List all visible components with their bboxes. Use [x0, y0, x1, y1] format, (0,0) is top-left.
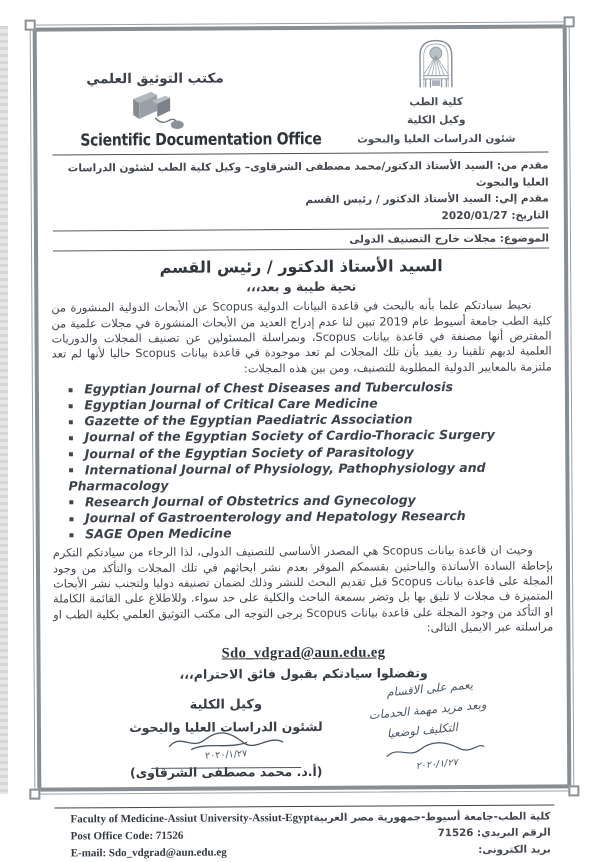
greeting-line: تحية طيبة و بعد،،،: [246, 278, 357, 295]
journal-name: SAGE Open Medicine: [85, 525, 232, 542]
meta-subject: [51, 230, 551, 250]
square-bullet-icon: ▪: [68, 417, 74, 427]
square-bullet-icon: ▪: [68, 497, 75, 507]
contact-email: [53, 640, 553, 663]
faculty-name: كلية الطب: [409, 96, 463, 109]
annotation-line: يعمم على الاقسام: [385, 676, 474, 699]
annotation-line: وبعد مزيد مهمة الحدمات: [368, 696, 487, 722]
frame-corner-ornament: [564, 16, 575, 27]
footer-en-line: E-mail: Sdo_vdgrad@aun.edu.eg: [70, 846, 227, 860]
sdo-office-logo-block: [80, 70, 322, 153]
journal-name: Gazette of the Egyptian Paediatric Association: [84, 411, 413, 429]
square-bullet-icon: ▪: [68, 465, 74, 475]
to-value: السيد الأستاذ الدكتور / رئيس القسم: [305, 192, 492, 207]
square-bullet-icon: ▪: [68, 449, 74, 459]
footer-ar-line: بريد الكترونى:: [478, 843, 551, 856]
journal-name: Journal of the Egyptian Society of Parasitology: [84, 443, 414, 461]
journal-name: Journal of Gastroenterology and Hepatology Research: [85, 508, 466, 526]
date-label: التاريخ:: [511, 209, 549, 222]
signature-date: ٢٠٢٠/١/٢٧: [204, 747, 248, 762]
journal-name: Egyptian Journal of Chest Diseases and Tuberculosis: [84, 379, 453, 397]
annotation-date: ٢٠٢٠/١/٢٧: [415, 756, 459, 772]
journal-name: Egyptian Journal of Critical Care Medicine: [84, 395, 378, 413]
frame-corner-ornament: [25, 20, 36, 31]
faculty-logo-block: [356, 33, 517, 152]
footer-en-line: Faculty of Medicine-Assiut University-Assiut-Egypt: [70, 811, 314, 825]
footer-arabic: [313, 808, 554, 861]
letterhead: [50, 30, 551, 153]
sdo-english-title: Scientific Documentation Office: [80, 129, 322, 151]
letter-title: السيد الأستاذ الدكتور / رئيس القسم: [159, 256, 443, 278]
handwritten-annotation: [334, 669, 532, 778]
letter-meta: [50, 153, 550, 229]
signatory-block: [106, 696, 346, 779]
journal-name: Research Journal of Obstetrics and Gynecology: [84, 492, 416, 510]
square-bullet-icon: ▪: [67, 385, 74, 395]
footer-ar-line: الرقم البريدي: 71526: [437, 826, 551, 840]
from-value: السيد الأستاذ الدكتور/محمد مصطفى الشرقاوى– وكيل كلية الطب لشئون الدراسات العليا والبحوث: [67, 159, 549, 189]
signature-scribble: [151, 730, 301, 769]
footer-english: [54, 809, 313, 862]
body-paragraph-1: نحيط سيادتكم علما بأنه بالبحث في قاعدة البيانات الدولية Scopus عن الأبحاث الدولية المنشورة من كلية الطب جامعة أسيوط عام 2019 تبين لنا عدم إدراج العديد من الأبحاث المنشورة في مجلات علمية من المفترض أنها مصنفة في قاعدة بيانات Scopus، وبمراسلة المسئولين عن تصنيف المجلات والدوريات العلمية لديهم تلقينا رد يفيد بأن تلك المجلات لم تعد موجودة في قاعدة بيانات Scopus حاليا لأنها لم تعد ملتزمة بالمعايير الدولية المطلوبة للتصنيف، ومن بين هذه المجلات:: [51, 298, 552, 376]
journal-list-item: [68, 427, 552, 446]
postgraduate-affairs-title: شئون الدراسات العليا والبحوث: [357, 132, 516, 146]
square-bullet-icon: ▪: [68, 514, 75, 524]
journal-list-item: [68, 459, 552, 494]
square-bullet-icon: ▪: [68, 530, 75, 540]
vice-dean-title: وكيل الكلية: [406, 114, 466, 127]
meta-date: [53, 207, 549, 227]
signatory-title-line2: لشئون الدراسات العليا والبحوث: [129, 718, 323, 735]
computer-icon: [124, 88, 186, 130]
square-bullet-icon: ▪: [67, 401, 74, 411]
university-seal-icon: [412, 33, 460, 89]
date-value: 2020/01/27: [441, 209, 508, 222]
square-bullet-icon: ▪: [68, 433, 74, 443]
frame-corner-ornament: [29, 789, 40, 800]
signatory-title-line1: وكيل الكلية: [189, 696, 263, 713]
email-text: Sdo_vdgrad@aun.edu.eg: [221, 644, 386, 662]
subject-label: الموضوع:: [499, 232, 550, 245]
closing-line: وتفضلوا سيادتكم بقبول فائق الاحترام،،،: [179, 664, 428, 682]
journal-name: Journal of the Egyptian Society of Cardio-Thoracic Surgery: [84, 427, 495, 445]
journal-list-item: [69, 524, 553, 543]
scan-edge-artifact: [0, 26, 8, 794]
footer-divider: [54, 804, 554, 808]
subject-value: مجلات خارج التصنيف الدولى: [349, 232, 497, 246]
footer-en-line: Post Office Code: 71526: [70, 829, 184, 842]
annotation-line: التكليف لوضعيا: [386, 719, 459, 741]
journal-name: International Journal of Physiology, Pathophysiology and Pharmacology: [68, 459, 486, 494]
journal-list: [52, 379, 553, 543]
body-paragraph-2: وحيث ان قاعدة بيانات Scopus هي المصدر الأساسى للتصنيف الدولى، لذا الرجاء من سيادتكم التكرم بإحاطة السادة الأساتذة والباحثين بقسمكم الموقر بعدم نشر ابحاثهم في تلك المجلات والتأكد من وجود المجلة على قاعدة بيانات Scopus قبل تقديم البحث للنشر وذلك لضمان تصنيفه دوليا ولتجنب نشر الأبحاث المتميزة ف مجلات لا تليق بها بل وتضر بسمعة الباحث والكلية على حد سواء. وللاطلاع على القائمة الكاملة او التأكد من وجود المجلة على قاعدة بيانات Scopus يرجى التوجه الى مكتب التوثيق العلمي بكلية الطب او مراسلته عبر الايميل التالى:: [52, 543, 554, 635]
from-label: مقدم من:: [496, 159, 549, 172]
frame-corner-ornament: [568, 785, 579, 796]
sdo-arabic-title: مكتب التوثيق العلمي: [86, 70, 224, 88]
letter-content: [46, 30, 559, 860]
meta-from: [52, 157, 548, 193]
footer: [54, 808, 554, 862]
signature-area: [54, 676, 555, 804]
document-frame: [30, 21, 575, 860]
signatory-name: (أ.د. محمد مصطفى الشرقاوى): [129, 763, 323, 780]
footer-ar-line: كلية الطب-جامعة أسيوط-جمهورية مصر العربية: [313, 810, 551, 824]
to-label: مقدم إلي:: [494, 192, 549, 205]
